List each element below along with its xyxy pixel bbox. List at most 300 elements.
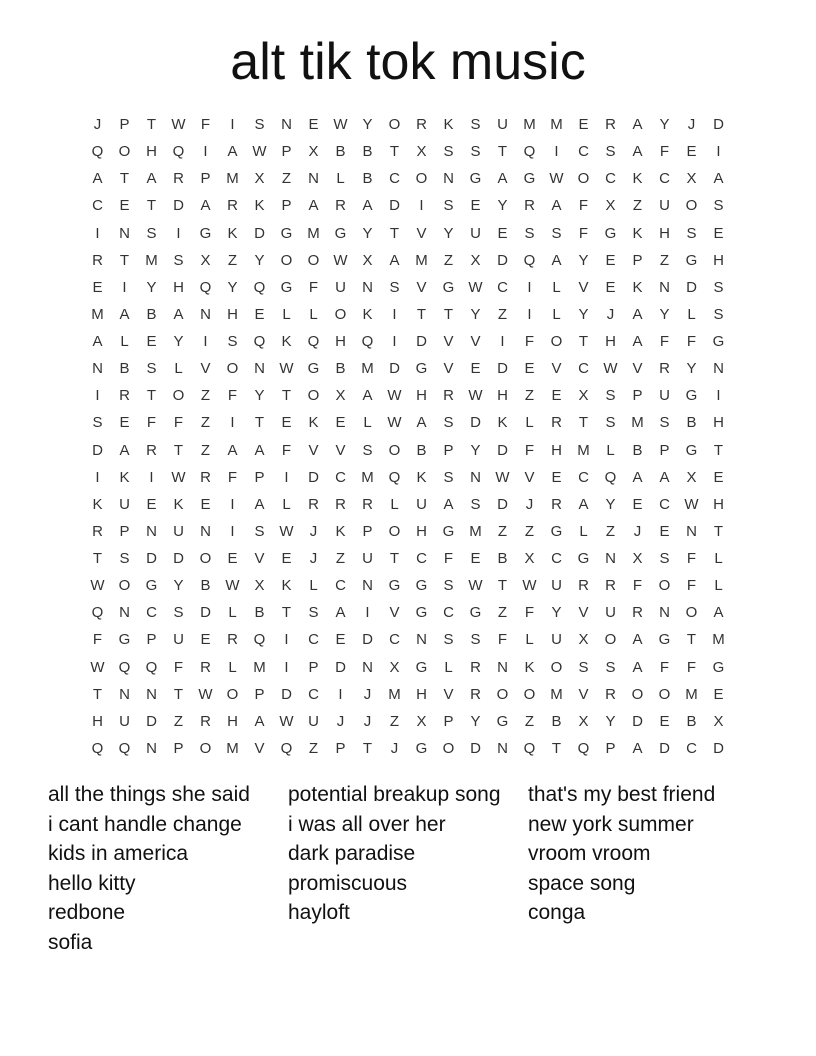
grid-letter: U bbox=[497, 116, 508, 134]
grid-letter: W bbox=[225, 577, 240, 595]
grid-letter: U bbox=[335, 278, 346, 296]
grid-letter: X bbox=[578, 712, 589, 730]
grid-letter: U bbox=[362, 550, 373, 568]
grid-letter: R bbox=[632, 604, 643, 622]
grid-letter: X bbox=[254, 577, 265, 595]
grid-letter: Z bbox=[335, 550, 346, 568]
grid-letter: I bbox=[716, 143, 721, 161]
grid-letter: G bbox=[415, 577, 428, 595]
grid-letter: H bbox=[713, 495, 724, 513]
grid-letter: A bbox=[713, 604, 724, 622]
grid-letter: Z bbox=[443, 251, 454, 269]
grid-letter: E bbox=[92, 278, 103, 296]
grid-letter: M bbox=[577, 441, 590, 459]
grid-letter: T bbox=[389, 550, 400, 568]
grid-letter: T bbox=[713, 522, 724, 540]
grid-letter: D bbox=[146, 712, 157, 730]
grid-letter: A bbox=[578, 495, 589, 513]
grid-letter: W bbox=[387, 387, 402, 405]
grid-letter: W bbox=[171, 468, 186, 486]
grid-letter: D bbox=[92, 441, 103, 459]
grid-letter: W bbox=[549, 170, 564, 188]
grid-letter: V bbox=[578, 604, 589, 622]
word-list-item: vroom vroom bbox=[528, 842, 651, 866]
grid-letter: T bbox=[578, 414, 589, 432]
grid-letter: W bbox=[468, 387, 483, 405]
grid-letter: P bbox=[173, 739, 184, 757]
grid-letter: S bbox=[254, 116, 265, 134]
grid-letter: D bbox=[497, 495, 508, 513]
grid-letter: B bbox=[146, 305, 157, 323]
grid-letter: H bbox=[227, 305, 238, 323]
grid-letter: J bbox=[309, 550, 318, 568]
grid-letter: A bbox=[632, 658, 643, 676]
grid-letter: P bbox=[659, 441, 670, 459]
grid-letter: S bbox=[443, 631, 454, 649]
grid-letter: S bbox=[146, 224, 157, 242]
grid-letter: O bbox=[685, 197, 698, 215]
grid-letter: T bbox=[362, 739, 373, 757]
grid-letter: D bbox=[254, 224, 265, 242]
grid-letter: N bbox=[659, 278, 670, 296]
grid-letter: K bbox=[632, 278, 643, 296]
grid-letter: Q bbox=[253, 278, 266, 296]
grid-letter: C bbox=[308, 685, 319, 703]
grid-letter: E bbox=[497, 224, 508, 242]
grid-letter: W bbox=[198, 685, 213, 703]
grid-letter: Z bbox=[497, 305, 508, 323]
grid-letter: F bbox=[686, 333, 697, 351]
word-list-item: potential breakup song bbox=[288, 783, 501, 806]
grid-letter: Y bbox=[578, 305, 589, 323]
grid-letter: E bbox=[551, 387, 562, 405]
grid-letter: X bbox=[200, 251, 211, 269]
grid-letter: L bbox=[444, 658, 453, 676]
grid-letter: L bbox=[714, 577, 723, 595]
grid-letter: H bbox=[659, 224, 670, 242]
grid-letter: W bbox=[468, 278, 483, 296]
grid-letter: Q bbox=[118, 658, 131, 676]
grid-letter: K bbox=[254, 197, 265, 215]
grid-letter: R bbox=[200, 658, 211, 676]
grid-letter: C bbox=[335, 577, 346, 595]
grid-letter: E bbox=[605, 278, 616, 296]
grid-letter: I bbox=[554, 143, 559, 161]
grid-letter: N bbox=[713, 360, 724, 378]
grid-letter: D bbox=[362, 631, 373, 649]
grid-letter: X bbox=[632, 550, 643, 568]
grid-letter: P bbox=[146, 631, 157, 649]
grid-letter: M bbox=[388, 685, 401, 703]
grid-letter: Y bbox=[254, 251, 265, 269]
grid-letter: Y bbox=[227, 278, 238, 296]
grid-letter: A bbox=[497, 170, 508, 188]
grid-letter: C bbox=[497, 278, 508, 296]
word-list-item: dark paradise bbox=[288, 842, 416, 866]
grid-letter: K bbox=[362, 305, 373, 323]
grid-letter: W bbox=[387, 414, 402, 432]
grid-letter: P bbox=[281, 197, 292, 215]
grid-letter: R bbox=[659, 360, 670, 378]
grid-letter: I bbox=[230, 495, 235, 513]
grid-letter: U bbox=[119, 495, 130, 513]
grid-letter: I bbox=[95, 387, 100, 405]
grid-letter: M bbox=[469, 522, 482, 540]
grid-letter: E bbox=[713, 468, 724, 486]
grid-letter: E bbox=[308, 116, 319, 134]
grid-letter: X bbox=[524, 550, 535, 568]
grid-letter: L bbox=[282, 495, 291, 513]
grid-letter: M bbox=[712, 631, 725, 649]
word-list-item: i was all over her bbox=[288, 812, 446, 836]
grid-letter: D bbox=[335, 658, 346, 676]
grid-letter: I bbox=[284, 631, 289, 649]
grid-letter: J bbox=[309, 522, 318, 540]
grid-letter: Q bbox=[91, 143, 104, 161]
grid-letter: A bbox=[632, 739, 643, 757]
grid-letter: Z bbox=[200, 441, 211, 459]
grid-letter: G bbox=[199, 224, 212, 242]
grid-letter: C bbox=[686, 739, 697, 757]
grid-letter: I bbox=[95, 468, 100, 486]
word-list-item: hello kitty bbox=[48, 871, 136, 895]
grid-letter: Z bbox=[524, 387, 535, 405]
grid-letter: O bbox=[388, 116, 401, 134]
grid-letter: S bbox=[254, 522, 265, 540]
grid-letter: P bbox=[281, 143, 292, 161]
grid-letter: U bbox=[659, 387, 670, 405]
grid-letter: E bbox=[578, 116, 589, 134]
grid-letter: R bbox=[335, 197, 346, 215]
grid-letter: W bbox=[279, 712, 294, 730]
grid-letter: Q bbox=[523, 143, 536, 161]
grid-letter: V bbox=[389, 604, 400, 622]
grid-letter: X bbox=[389, 658, 400, 676]
grid-letter: L bbox=[525, 631, 534, 649]
grid-letter: S bbox=[605, 414, 616, 432]
grid-letter: F bbox=[686, 550, 697, 568]
grid-letter: Y bbox=[173, 333, 184, 351]
grid-letter: I bbox=[203, 333, 208, 351]
grid-letter: M bbox=[685, 685, 698, 703]
grid-letter: Q bbox=[253, 631, 266, 649]
grid-letter: R bbox=[524, 197, 535, 215]
grid-letter: J bbox=[687, 116, 696, 134]
grid-letter: E bbox=[200, 631, 211, 649]
grid-letter: F bbox=[92, 631, 103, 649]
grid-letter: I bbox=[419, 197, 424, 215]
word-list-item: that's my best friend bbox=[528, 783, 716, 806]
word-list-item: i cant handle change bbox=[48, 812, 242, 836]
grid-letter: D bbox=[497, 360, 508, 378]
grid-letter: N bbox=[254, 360, 265, 378]
grid-letter: I bbox=[176, 224, 181, 242]
grid-letter: H bbox=[416, 685, 427, 703]
grid-letter: H bbox=[92, 712, 103, 730]
grid-letter: V bbox=[308, 441, 319, 459]
grid-letter: Y bbox=[146, 278, 157, 296]
grid-letter: M bbox=[523, 116, 536, 134]
grid-letter: O bbox=[172, 387, 185, 405]
grid-letter: I bbox=[284, 658, 289, 676]
grid-letter: T bbox=[551, 739, 562, 757]
grid-letter: Z bbox=[524, 522, 535, 540]
grid-letter: E bbox=[281, 550, 292, 568]
grid-letter: R bbox=[578, 577, 589, 595]
grid-letter: P bbox=[308, 658, 319, 676]
grid-letter: Q bbox=[604, 468, 617, 486]
grid-letter: S bbox=[362, 441, 373, 459]
grid-letter: S bbox=[659, 414, 670, 432]
grid-letter: O bbox=[550, 333, 563, 351]
grid-letter: N bbox=[686, 522, 697, 540]
word-list-item: all the things she said bbox=[48, 783, 250, 806]
grid-letter: Y bbox=[254, 387, 265, 405]
grid-letter: X bbox=[308, 143, 319, 161]
grid-letter: A bbox=[632, 333, 643, 351]
grid-letter: R bbox=[119, 387, 130, 405]
grid-letter: T bbox=[146, 387, 157, 405]
grid-letter: N bbox=[362, 278, 373, 296]
grid-letter: O bbox=[307, 387, 320, 405]
grid-letter: G bbox=[307, 360, 320, 378]
grid-letter: O bbox=[685, 604, 698, 622]
grid-letter: C bbox=[416, 550, 427, 568]
grid-letter: M bbox=[226, 739, 239, 757]
grid-letter: E bbox=[200, 495, 211, 513]
grid-letter: G bbox=[442, 278, 455, 296]
grid-letter: T bbox=[443, 305, 454, 323]
grid-letter: Y bbox=[659, 305, 670, 323]
grid-letter: E bbox=[470, 550, 481, 568]
grid-letter: N bbox=[497, 658, 508, 676]
grid-letter: E bbox=[227, 550, 238, 568]
grid-letter: X bbox=[335, 387, 346, 405]
grid-letter: O bbox=[523, 685, 536, 703]
grid-letter: B bbox=[686, 414, 697, 432]
grid-letter: G bbox=[469, 170, 482, 188]
grid-letter: M bbox=[361, 468, 374, 486]
grid-letter: N bbox=[470, 468, 481, 486]
grid-letter: A bbox=[362, 197, 373, 215]
grid-letter: V bbox=[416, 224, 427, 242]
grid-letter: F bbox=[173, 658, 184, 676]
grid-letter: C bbox=[146, 604, 157, 622]
grid-letter: S bbox=[578, 658, 589, 676]
grid-letter: D bbox=[281, 685, 292, 703]
grid-letter: Y bbox=[362, 116, 373, 134]
grid-letter: G bbox=[577, 550, 590, 568]
grid-letter: V bbox=[443, 685, 454, 703]
grid-letter: P bbox=[200, 170, 211, 188]
grid-letter: I bbox=[230, 116, 235, 134]
grid-letter: M bbox=[307, 224, 320, 242]
grid-letter: C bbox=[551, 550, 562, 568]
grid-letter: D bbox=[470, 414, 481, 432]
grid-letter: D bbox=[497, 251, 508, 269]
grid-letter: Y bbox=[605, 712, 616, 730]
grid-letter: W bbox=[468, 577, 483, 595]
grid-letter: D bbox=[389, 360, 400, 378]
grid-letter: A bbox=[200, 197, 211, 215]
grid-letter: K bbox=[281, 333, 292, 351]
grid-letter: O bbox=[388, 522, 401, 540]
grid-letter: T bbox=[92, 685, 103, 703]
grid-letter: F bbox=[578, 224, 589, 242]
grid-letter: F bbox=[281, 441, 292, 459]
grid-letter: P bbox=[254, 468, 265, 486]
grid-letter: O bbox=[280, 251, 293, 269]
grid-letter: R bbox=[470, 685, 481, 703]
grid-letter: N bbox=[281, 116, 292, 134]
grid-letter: S bbox=[686, 224, 697, 242]
grid-letter: Z bbox=[605, 522, 616, 540]
grid-letter: T bbox=[389, 224, 400, 242]
grid-letter: X bbox=[605, 197, 616, 215]
grid-letter: Y bbox=[362, 224, 373, 242]
grid-letter: Y bbox=[497, 197, 508, 215]
grid-letter: T bbox=[173, 685, 184, 703]
grid-letter: K bbox=[416, 468, 427, 486]
grid-letter: Q bbox=[280, 739, 293, 757]
grid-letter: Q bbox=[388, 468, 401, 486]
grid-letter: C bbox=[578, 468, 589, 486]
grid-letter: J bbox=[525, 495, 534, 513]
grid-letter: S bbox=[308, 604, 319, 622]
grid-letter: J bbox=[363, 685, 372, 703]
grid-letter: P bbox=[335, 739, 346, 757]
grid-letter: T bbox=[497, 577, 508, 595]
grid-letter: T bbox=[146, 197, 157, 215]
grid-letter: B bbox=[362, 143, 373, 161]
grid-letter: E bbox=[632, 495, 643, 513]
grid-letter: H bbox=[551, 441, 562, 459]
grid-letter: G bbox=[280, 278, 293, 296]
grid-letter: E bbox=[335, 414, 346, 432]
grid-letter: W bbox=[333, 251, 348, 269]
grid-letter: M bbox=[91, 305, 104, 323]
grid-letter: R bbox=[470, 658, 481, 676]
grid-letter: U bbox=[308, 712, 319, 730]
grid-letter: F bbox=[659, 333, 670, 351]
grid-letter: E bbox=[470, 360, 481, 378]
grid-letter: J bbox=[363, 712, 372, 730]
grid-letter: A bbox=[254, 712, 265, 730]
grid-letter: W bbox=[279, 522, 294, 540]
grid-letter: T bbox=[254, 414, 265, 432]
grid-letter: L bbox=[120, 333, 129, 351]
grid-letter: G bbox=[550, 522, 563, 540]
grid-letter: I bbox=[527, 305, 532, 323]
grid-letter: E bbox=[146, 333, 157, 351]
grid-letter: N bbox=[146, 685, 157, 703]
page-title: alt tik tok music bbox=[230, 33, 586, 91]
grid-letter: Z bbox=[659, 251, 670, 269]
grid-letter: M bbox=[253, 658, 266, 676]
grid-letter: R bbox=[605, 577, 616, 595]
grid-letter: D bbox=[713, 116, 724, 134]
grid-letter: D bbox=[416, 333, 427, 351]
grid-letter: S bbox=[470, 116, 481, 134]
grid-letter: D bbox=[470, 739, 481, 757]
grid-letter: V bbox=[578, 278, 589, 296]
grid-letter: U bbox=[119, 712, 130, 730]
grid-letter: A bbox=[146, 170, 157, 188]
grid-letter: B bbox=[335, 143, 346, 161]
grid-letter: A bbox=[308, 197, 319, 215]
grid-letter: C bbox=[659, 495, 670, 513]
grid-letter: Q bbox=[199, 278, 212, 296]
grid-letter: R bbox=[173, 170, 184, 188]
grid-letter: O bbox=[550, 658, 563, 676]
grid-letter: Q bbox=[91, 604, 104, 622]
grid-letter: A bbox=[659, 468, 670, 486]
grid-letter: V bbox=[443, 333, 454, 351]
grid-letter: J bbox=[390, 739, 399, 757]
grid-letter: W bbox=[684, 495, 699, 513]
grid-letter: T bbox=[119, 251, 130, 269]
grid-letter: X bbox=[578, 631, 589, 649]
grid-letter: R bbox=[92, 251, 103, 269]
grid-letter: I bbox=[527, 278, 532, 296]
grid-letter: O bbox=[199, 550, 212, 568]
grid-letter: N bbox=[119, 604, 130, 622]
grid-letter: Q bbox=[118, 739, 131, 757]
grid-letter: X bbox=[470, 251, 481, 269]
grid-letter: M bbox=[226, 170, 239, 188]
grid-letter: B bbox=[551, 712, 562, 730]
grid-letter: L bbox=[552, 305, 561, 323]
grid-letter: R bbox=[227, 197, 238, 215]
grid-letter: J bbox=[633, 522, 642, 540]
grid-letter: T bbox=[389, 143, 400, 161]
grid-letter: O bbox=[577, 170, 590, 188]
grid-letter: N bbox=[200, 305, 211, 323]
grid-letter: L bbox=[228, 658, 237, 676]
grid-letter: S bbox=[389, 278, 400, 296]
grid-letter: I bbox=[392, 305, 397, 323]
grid-letter: P bbox=[119, 522, 130, 540]
grid-letter: W bbox=[495, 468, 510, 486]
grid-letter: C bbox=[389, 631, 400, 649]
grid-letter: E bbox=[713, 224, 724, 242]
grid-letter: Y bbox=[659, 116, 670, 134]
grid-letter: Z bbox=[200, 414, 211, 432]
grid-letter: H bbox=[416, 387, 427, 405]
grid-letter: C bbox=[389, 170, 400, 188]
grid-letter: H bbox=[497, 387, 508, 405]
grid-letter: I bbox=[230, 414, 235, 432]
grid-letter: F bbox=[578, 197, 589, 215]
grid-letter: A bbox=[92, 170, 103, 188]
grid-letter: A bbox=[389, 251, 400, 269]
grid-letter: R bbox=[335, 495, 346, 513]
grid-letter: O bbox=[118, 143, 131, 161]
grid-letter: N bbox=[497, 739, 508, 757]
grid-letter: F bbox=[308, 278, 319, 296]
grid-letter: S bbox=[173, 604, 184, 622]
grid-letter: T bbox=[497, 143, 508, 161]
grid-letter: X bbox=[686, 468, 697, 486]
grid-letter: S bbox=[146, 360, 157, 378]
grid-letter: W bbox=[279, 360, 294, 378]
grid-letter: B bbox=[362, 170, 373, 188]
grid-letter: F bbox=[686, 577, 697, 595]
grid-letter: Q bbox=[523, 251, 536, 269]
grid-letter: S bbox=[713, 305, 724, 323]
grid-letter: T bbox=[119, 170, 130, 188]
grid-letter: K bbox=[173, 495, 184, 513]
